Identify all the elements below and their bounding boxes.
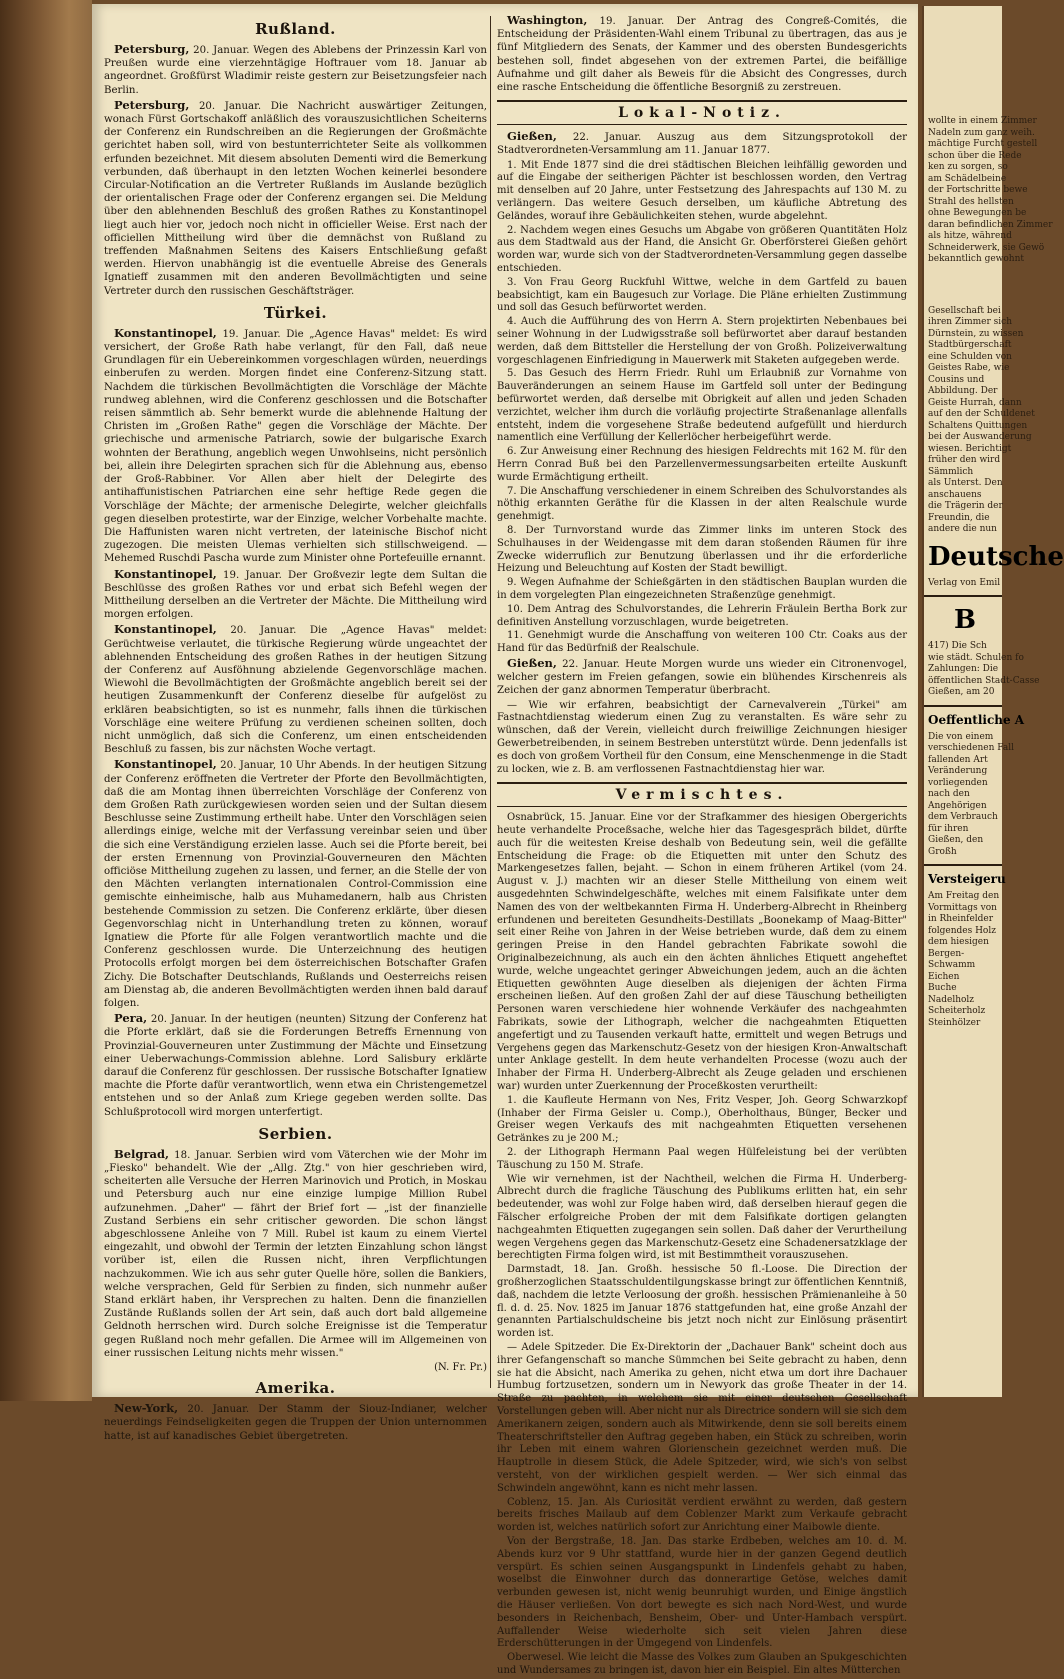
- article-signature: (N. Fr. Pr.): [434, 1362, 487, 1374]
- article-belgrad: Belgrad, 18. Januar. Serbien wird vom Väterchen wie der Mohr im „Fiesko" behandelt. Wie der „Allg. Ztg." von hier geschrieben wird, scheiterten alle Versuche der Herren Marinovich und Protich, in Moskau und Petersburg auch nur eine einzige lumpige Million Rubel aufzunehmen. „Daher" — fährt der Brief fort — „ist der finanzielle Zustand Serbiens ein sehr critischer geworden. Die schon längst abgeschlossene Anleihe von 7 Mill. Rubel ist kaum zu einem Viertel eingezahlt, und obwohl der Termin der letzten Einzahlung schon längst vorüber ist, eilen die Russen nicht, ihren Verpflichtungen nachzukommen. Wie ich aus sehr guter Quelle höre, sollen die Bankiers, welche versprachen, Geld für Serbien zu finden, sich nunmehr außer Stand erklärt haben, ihr Versprechen zu halten. Denn die finanziellen Zustände Rußlands sollen der Art sein, daß auch dort bald allgemeine Geldnoth herrschen wird. Durch solche Ereignisse ist die Temperatur gegen Rußland noch mehr gefallen. Die Armee will im Allgemeinen von einer russischen Leitung nichts mehr wissen.": [104, 1146, 487, 1359]
- list-item: 6. Zur Anweisung einer Rechnung des hiesigen Feldrechts mit 162 M. für den Herrn Conrad Buß bei den Parzellenvermessungsarbeiten erteilte Auskunft wurde Ermächtigung ertheilt.: [497, 446, 907, 483]
- list-item: 7. Die Anschaffung verschiedener in einem Schreiben des Schulvorstandes als nöthig erkannten Geräthe für die Klassen in der alten Realschule wurde genehmigt.: [497, 485, 907, 523]
- list-item: 2. der Lithograph Hermann Paal wegen Hülfeleistung bei der verübten Täuschung zu 150 M. Strafe.: [497, 1147, 907, 1171]
- article-bergstrasse: Von der Bergstraße, 18. Jan. Das starke Erdbeben, welches am 10. d. M. Abends kurz vor 9 Uhr stattfand, wurde hier in der ganzen Gegend deutlich verspürt. Es schien seinen Ausgangspunkt in Lindenfels gehabt zu haben, woselbst die Einwohner durch das donnerartige Getöse, welches damit verbunden gewesen ist, nicht wenig beunruhigt wurden, und Einige ängstlich die Häuser verließen. Von dort bewegte es sich nach Nord-West, und wurde besonders in Reichenbach, Bensheim, Ober- und Unter-Hambach verspürt. Auffallender Weise wiederholte sich seit vielen Jahren diese Erderschütterungen in der Umgegend von Lindenfels.: [497, 1535, 907, 1650]
- list-item: 1. Mit Ende 1877 sind die drei städtischen Bleichen leihfällig geworden und auf die Eingabe der seitherigen Pächter ist beschlossen worden, den Vertrag mit denselben auf 20 Jahre, unter Festsetzung des Jahrespachts auf 130 M. zu verlängern. Das weitere Gesuch derselben, um käufliche Abtretung des Geländes, worauf ihre Gebäulichkeiten stehen, wurde abgelehnt.: [497, 159, 907, 222]
- adjacent-page-line: fallenden Art: [928, 754, 988, 765]
- article-giessen-2: Gießen, 22. Januar. Heute Morgen wurde uns wieder ein Citronenvogel, welcher gestern im Freien gefangen, sowie ein blühendes Kirschenreis als Zeichen der ganz abnormen Temperatur überbracht.: [497, 655, 907, 697]
- article-konstantinopel-4: Konstantinopel, 20. Januar, 10 Uhr Abends. In der heutigen Sitzung der Conferenz eröffneten die Vertreter der Pforte den Bevollmächtigten, daß die am Montag ihnen überreichten Vorschläge der Conferenz von dem Großen Rath zurückgewiesen worden seien und der Sultan diesem Beschlusse seine Zustimmung ertheilt habe. Unter den Vorschlägen seien allerdings einige, welche mit der Verfassung vereinbar seien und über die sich eine Verständigung erzielen lasse. Auch sei die Pforte bereit, bei der ersten Ernennung von Provinzial-Gouverneuren den Mächten officiöse Mittheilung zugehen zu lassen, und ferner, an die Stelle der von den Mächten verlangten internationalen Control-Commission eine gemischte einheimische, halb aus Muhamedanern, halb aus Christen bestehende Commission zu setzen. Die Conferenz erklärte, über diesen Gegenvorschlag nicht in Unterhandlung treten zu können, worauf Ignatiew die Pforte für alle Folgen verantwortlich machte und die Conferenz geschlossen wurde. Die Unterzeichnung des heutigen Protocolls erfolgt morgen bei dem österreichischen Botschafter Grafen Zichy. Die Botschafter Deutschlands, Rußlands und Oesterreichs reisen am Dienstag ab, die anderen Bevollmächtigten werden ihnen bald darauf folgen.: [104, 757, 487, 1010]
- adjacent-page-line: Buche: [928, 983, 957, 993]
- adjacent-page-line: Gesellschaft bei: [928, 305, 1001, 316]
- article-new-york: New-York, 20. Januar. Der Stamm der Siouz-Indianer, welcher neuerdings Feindseligkeiten gegen die Truppen der Union unternommen hatte, ist auf kanadisches Gebiet übergetreten.: [104, 1401, 487, 1442]
- section-heading-russland: Rußland.: [255, 20, 336, 38]
- adjacent-page-line: nach den: [928, 789, 970, 799]
- adjacent-page-line: Nadelholz: [928, 994, 975, 1005]
- adjacent-page-line: Veränderung: [928, 766, 988, 776]
- adjacent-page-line: eine Schulden von: [928, 351, 1012, 362]
- adjacent-page-line: der Fortschritte bewe: [928, 185, 1028, 195]
- adjacent-page-line: Großh: [928, 846, 957, 857]
- list-item: 9. Wegen Aufnahme der Schießgärten in den städtischen Bauplan wurden die in dem vorgelegten Plan eingezeichneten Straßenzüge genehmigt.: [497, 577, 907, 601]
- adjacent-page-edge: [922, 6, 1064, 1397]
- heading-fragment: B: [954, 605, 976, 635]
- adjacent-page-line: 417) Die Sch: [928, 641, 987, 651]
- publisher-line: Verlag von Emil: [928, 577, 1001, 588]
- adjacent-page-line: Strahl des hellsten: [928, 196, 1014, 207]
- adjacent-page-text: [924, 266, 1035, 536]
- adjacent-page-line: auf den der Schuldenet: [928, 409, 1035, 419]
- adjacent-page-line: Dürnstein, zu wissen: [928, 328, 1024, 339]
- adjacent-page-line: Geiste Hurrah, dann: [928, 397, 1022, 408]
- adjacent-page-line: Schaltens Quittungen: [928, 420, 1028, 431]
- adjacent-page-line: bekanntlich gewohnt: [928, 254, 1024, 264]
- column-divider: [490, 16, 491, 1388]
- adjacent-page-text: [924, 641, 1040, 699]
- section-heading-lokal: Lokal-Notiz.: [497, 100, 907, 125]
- article-konstantinopel-1: Konstantinopel, 19. Januar. Die „Agence Havas" meldet: Es wird versichert, der Große Rath habe verlangt, für den Fall, daß neue Grundlagen für ein Uebereinkommen vorgeschlagen würden, neuerdings einberufen zu werden. Morgen findet eine Conferenz-Sitzung statt. Nachdem die türkischen Bevollmächtigten die Vorschläge der Mächte rundweg ablehnen, wird die Conferenz geschlossen und die Botschafter reisen sämmtlich ab. Sehr bemerkt wurde die ablehnende Haltung der Christen im „Großen Rathe" gegen die Vorschläge der Mächte. Der griechische und armenische Patriarch, sowie der bulgarische Exarch wohnten der Berathung, angeblich wegen Unwohlseins, nicht persönlich bei, allein ihre Delegirten sprachen sich für die Ablehnung aus, ebenso der Groß-Rabbiner. Vor Allen aber hielt der Delegirte des antihaffunistischen Patriarchen eine sehr heftige Rede gegen die Vorschläge der Mächte; der armenische Delegirte, welcher gleichfalls gegen dieselben protestirte, war der Einzige, welcher Vorbehalte machte. Die Haffunisten waren nicht vertreten, der lateinische Bischof nicht zugezogen. Die meisten Ulemas verhielten sich stillschweigend. — Mehemed Ruschdi Pascha wurde zum Minister ohne Portefeuille ernannt.: [104, 325, 487, 565]
- adjacent-page-line: wiesen. Berichtigt: [928, 443, 1012, 454]
- adjacent-page-line: als Unterst. Den: [928, 478, 1003, 488]
- adjacent-page-line: Eichen: [928, 971, 960, 982]
- article-darmstadt: Darmstadt, 18. Jan. Großh. hessische 50 fl.-Loose. Die Direction der großherzoglichen Staatsschuldentilgungskasse bringt zur öffentlichen Kenntniß, daß, nachdem die letzte Verloosung der großh. hessischen Prämienanleihe à 50 fl. d. d. 25. Nov. 1825 im Januar 1876 stattgefunden hat, eine große Anzahl der genannten Partialschuldscheine bis jetzt noch nicht zur Einlösung präsentirt worden ist.: [497, 1264, 907, 1340]
- article-konstantinopel-3: Konstantinopel, 20. Januar. Die „Agence Havas" meldet: Gerüchtweise verlautet, die türkische Regierung würde ungeachtet der ablehnenden Entscheidung des großen Rathes in der heutigen Sitzung der Conferenz auf Ausföhnung abzielende Gegenvorschläge machen. Wiewohl die Bevollmächtigten der Großmächte angeblich bereit sei der heutigen Zusammenkunft der Conferenz dieselbe für aufgelöst zu erklären beabsichtigten, so ist es nunmehr, falls ihnen die türkischen Vorschläge eine weitere Prüfung zu verdienen scheinen sollten, doch nicht unmöglich, daß sich die Conferenz, um einen entscheidenden Beschluß zu fassen, bis zur nächsten Woche vertagt.: [104, 622, 487, 756]
- article-giessen-protokoll: Gießen, 22. Januar. Auszug aus dem Sitzungsprotokoll der Stadtverordneten-Versammlung am 11. Januar 1877.: [497, 129, 907, 157]
- adjacent-page-line: Bergen-: [928, 948, 965, 959]
- adjacent-page-text: [924, 891, 1002, 1029]
- article-underberg: Wie wir vernehmen, ist der Nachtheil, welchen die Firma H. Underberg-Albrecht durch die fragliche Täuschung des Publikums erlitten hat, ein sehr bedeutender, was wohl zur Folge haben wird, daß derselben hierauf gegen die Fälscher erfolgreiche Proben der mit dem Falsifikate dortigen gelangten nachgeahmten Etiquetten zugegangen sein sollen. Daß daher der Verurtheilung wegen Vergehens gegen das Markenschutz-Gesetz eine Schadenersatzklage der berechtigten Firma folgen wird, ist mit Bestimmtheit vorauszusehen.: [497, 1173, 907, 1262]
- list-item: 1. die Kaufleute Hermann von Nes, Fritz Vesper, Joh. Georg Schwarzkopf (Inhaber der Firma Geisler u. Comp.), Oberholthaus, Bünger, Becker und Greiser wegen Verkaufs des mit nachgeahmten Etiquetten versehenen Getränkes zu je 200 M.;: [497, 1094, 907, 1145]
- adjacent-page-line: ohne Bewegungen be: [928, 208, 1027, 218]
- adjacent-page-line: Nadeln zum ganz weih.: [928, 127, 1035, 138]
- adjacent-page-line: vorliegenden: [928, 777, 988, 788]
- rule: [924, 705, 1002, 707]
- list-item: 5. Das Gesuch des Herrn Friedr. Ruhl um Erlaubniß zur Vornahme von Bauveränderungen an seinem Hause im Gartfeld soll unter der Bedingung befürwortet werden, daß derselbe mit Obrigkeit auf allen und jeden Schaden verzichtet, welcher ihm durch die vorläufig projectirte Straßenanlage allenfalls entsteht, indem die vorgesehene Straße bedeutend aufgefüllt und hierdurch namentlich eine Verfüllung der Kellerlöcher herbeigeführt werde.: [497, 368, 907, 444]
- right-column: [497, 14, 907, 1679]
- adjacent-page-line: am Schädelbeine: [928, 173, 1007, 184]
- heading-fragment: Oeffentliche A: [928, 712, 1025, 727]
- list-item: 10. Dem Antrag des Schulvorstandes, die Lehrerin Fräulein Bertha Bork zur definitiven Anstellung vorzuschlagen, wurde beigetreten.: [497, 603, 907, 628]
- adjacent-page-line: Stadtbürgerschaft: [928, 340, 1012, 350]
- article-spitzeder: — Adele Spitzeder. Die Ex-Direktorin der „Dachauer Bank" scheint doch aus ihrer Gefangenschaft so manche Sümmchen bei Seite gebracht zu haben, denn sie hat die Absicht, nach Amerika zu gehen, nicht etwa um dort ihre Dachauer Humbug fortzusetzen, sondern um in Newyork das große Theater in der 14. Straße zu pachten, in welchem sie mit einer deutschen Gesellschaft Vorstellungen geben will. Aber nicht nur als Directrice sondern will sie sich dem Amerikanern zeigen, sondern auch als Mitwirkende, denn sie soll bereits einem Theaterschriftsteller den Auftrag gegeben haben, ein Stück zu schreiben, worin ihr Leben mit einem wahren Glorienschein gezeichnet werden muß. Die Hauptrolle in diesem Stück, die Adele Spitzeder, wird, wie sich's von selbst versteht, von der wirklichen gespielt werden. — Wer sich einmal das Schwindeln angewöhnt, kann es nicht mehr lassen.: [497, 1341, 907, 1494]
- adjacent-page-line: öffentlichen Stadt-Casse: [928, 675, 1040, 686]
- adjacent-page-line: wie städt. Schulen fo: [928, 652, 1024, 663]
- section-heading-tuerkei: Türkei.: [263, 303, 328, 322]
- adjacent-page-line: Vormittags von: [928, 902, 997, 913]
- article-konstantinopel-2: Konstantinopel, 19. Januar. Der Großvezir legte dem Sultan die Beschlüsse des großen Rathes vor und erbat sich Befehl wegen der Mittheilung derselben an die Vertreter der Mächte. Die Mittheilung wird morgen erfolgen.: [104, 566, 487, 621]
- adjacent-page-line: verschiedenen Fall: [928, 743, 1014, 753]
- adjacent-page-line: Steinhölzer: [928, 1017, 981, 1028]
- adjacent-page-line: Am Freitag den: [928, 891, 1000, 901]
- adjacent-page-line: für ihren: [928, 823, 969, 834]
- adjacent-page-line: Scheiterholz: [928, 1006, 986, 1016]
- adjacent-page-line: dem Verbrauch: [928, 812, 998, 822]
- adjacent-page-line: in Rheinfelder: [928, 914, 994, 924]
- article-petersburg-1: Petersburg, 20. Januar. Wegen des Ablebens der Prinzessin Karl von Preußen wurde eine vierzehntägige Hoftrauer vom 18. Januar ab angeordnet. Großfürst Wladimir reiste gestern zur Beisetzungsfeier nach Berlin.: [104, 42, 487, 96]
- list-item: 4. Auch die Aufführung des von Herrn A. Stern projektirten Nebenbaues bei seiner Wohnung in der Ludwigsstraße soll befürwortet aber darauf bestanden werden, daß dem Bittsteller die Herstellung der von Großh. Polizeiverwaltung vorgeschlagenen Einfriedigung in Mauerwerk mit Staketen aufgegeben werde.: [497, 316, 907, 366]
- masthead-fragment: Deutsche: [928, 541, 1064, 572]
- adjacent-page-line: früher den wird: [928, 455, 1001, 465]
- adjacent-page-line: als hitze, während: [928, 231, 1012, 241]
- article-osnabrueck: Osnabrück, 15. Januar. Eine vor der Strafkammer des hiesigen Obergerichts heute verhandelte Proceßsache, welche hier das Tagesgespräch bildet, dürfte auch für die weitesten Kreise deshalb von Bedeutung sein, weil die gefällte Entscheidung die Frage: ob die Etiquetten mit unter den Schutz des Markengesetzes fallen, bejaht. — Schon in einem früheren Artikel (vom 24. August v. J.) machten wir an dieser Stelle Mittheilung von einem weit ausgedehnten Schwindelgeschäfte, welches mit einem Falsifikate unter dem Namen des von der weltbekannten Firma H. Underberg-Albrecht in Rheinberg erfundenen und bereiteten Gesundheits-Destillats „Boonekamp of Maag-Bitter" seit einer Reihe von Jahren in der Weise betrieben wurde, daß dem zu einem geringen Preise in den Handel gebrachten Fabrikate sowohl die Originalbezeichnung, als auch ein den ächten ähnliches Etiquett angeheftet wurde, welche ungeachtet geringer Abweichungen jedem, auch an die ächten Etiquetten gewöhnten Auge dieselben als diejenigen der ächten Firma erscheinen ließen. Auf den großen Zahl der auf diese Täuschung betheiligten Personen waren verschiedene hier wohnende Verkäufer des nachgeahmten Fabrikats, sowie der Lithograph, welcher die nachgeahmten Etiquetten angefertigt und zu Tausenden verkauft hatte, ermittelt und wegen Betrugs und Vergehens gegen das Markenschutz-Gesetz von der hiesigen Kron-Anwaltschaft unter Anklage gestellt. In dem heute verhandelten Processe (wozu auch der Inhaber der Firma H. Underberg-Albrecht als Zeuge geladen und erschienen war) wurden unter Zuerkennung der Proceßkosten verurtheilt:: [497, 812, 907, 1093]
- adjacent-page-line: schon über die Rede: [928, 150, 1022, 161]
- adjacent-page-line: Schwamm: [928, 960, 976, 970]
- adjacent-page-line: Geistes Rabe, wie: [928, 363, 1010, 373]
- section-heading-amerika: Amerika.: [255, 1379, 336, 1398]
- adjacent-page-text: [924, 731, 1014, 859]
- rule: [924, 595, 1002, 597]
- article-carneval: — Wie wir erfahren, beabsichtigt der Carnevalverein „Türkei" am Fastnachtdienstag wiederum einen Zug zu veranstalten. Es wäre sehr zu wünschen, daß der Verein, vielleicht durch freiwillige Zeichnungen hiesiger Gewerbetreibenden, in seinem Bestreben unterstützt würde. Denn jedenfalls ist es doch von großem Vortheil für den Consum, eine Menschenmenge in die Stadt zu locken, wie z. B. am verflossenen Fastnachtdienstag hier war.: [497, 699, 907, 775]
- adjacent-page-line: Cousins und: [928, 374, 985, 385]
- section-heading-vermischtes: Vermischtes.: [497, 782, 907, 807]
- adjacent-page-line: Gießen, den: [928, 835, 984, 845]
- article-pera: Pera, 20. Januar. In der heutigen (neunten) Sitzung der Conferenz hat die Pforte erklärt, daß sie die Forderungen Betreffs Ernennung von Provinzial-Gouverneuren unter Zustimmung der Mächte und Einsetzung einer Ueberwachungs-Commission ablehne. Lord Salisbury erklärte darauf die Conferenz für geschlossen. Der russische Botschafter Ignatiew machte die Pforte dafür verantwortlich, wenn etwa ein Christengemetzel entstehen und so der Anlaß zum Kriege gegeben werden sollte. Das Schlußprotocoll wird morgen unterfertigt.: [104, 1011, 487, 1118]
- article-coblenz: Coblenz, 15. Jan. Als Curiosität verdient erwähnt zu werden, daß gestern bereits frisches Mailaub auf dem Coblenzer Markt zum Verkaufe gebracht worden ist, welches natürlich sofort zur Anrichtung einer Maibowle diente.: [497, 1496, 907, 1534]
- adjacent-page-line: andere die nun: [928, 524, 997, 534]
- list-item: 11. Genehmigt wurde die Anschaffung von weiteren 100 Ctr. Coaks aus der Hand für das Bedürfniß der Realschule.: [497, 630, 907, 655]
- adjacent-page-line: die Trägerin der: [928, 501, 1003, 511]
- adjacent-page-line: Sämmlich: [928, 466, 974, 477]
- newspaper-page: [92, 4, 918, 1676]
- list-item: 8. Der Turnvorstand wurde das Zimmer links im unteren Stock des Schulhauses in der Weidengasse mit dem daran stoßenden Räumen für ihre Zwecke widerruflich zur Benutzung überlassen und ihr die erforderliche Heizung und Beleuchtung auf Kosten der Stadt bewilligt.: [497, 524, 907, 575]
- adjacent-page-line: anschauens: [928, 489, 982, 500]
- adjacent-page-line: Angehörigen: [928, 800, 987, 811]
- article-oberwesel: Oberwesel. Wie leicht die Masse des Volkes zum Glauben an Spukgeschichten und Wundersames zu bringen ist, davon hier ein Beispiel. Ein altes Mütterchen: [497, 1652, 907, 1676]
- book-binding: [0, 0, 92, 1401]
- heading-fragment: Versteigeru: [928, 872, 1006, 886]
- list-item: 2. Nachdem wegen eines Gesuchs um Abgabe von größeren Quantitäten Holz aus dem Stadtwald aus der Hand, die Ansicht Gr. Oberförsterei Gießen gehört worden war, wurde sich von der Stadtverordneten-Versammlung gegen dasselbe entschieden.: [497, 224, 907, 274]
- adjacent-page-text: [924, 6, 1053, 266]
- adjacent-page-line: ken zu sorgen, so: [928, 162, 1008, 172]
- adjacent-page-line: mächtige Furcht gestell: [928, 139, 1038, 149]
- article-petersburg-2: Petersburg, 20. Januar. Die Nachricht auswärtiger Zeitungen, wonach Fürst Gortschakoff anläßlich des vorauszusichtlichen Scheiterns der Conferenz ein Rundschreiben an die Regierungen der Großmächte gerichtet haben soll, wird von bestunterrichteter Seite als vollkommen erfunden bezeichnet. Mit diesem absoluten Dementi wird die Bemerkung verbunden, daß überhaupt in den letzten Wochen keinerlei besondere Circular-Notification an die Vertreter Rußlands im Auslande bezüglich der orientalischen Frage oder der Conferenz ergangen sei. Die Meldung über den ablehnenden Beschluß des großen Rathes zu Konstantinopel liegt auch hier vor, jedoch noch nicht in officieller Weise. Erst nach der officiellen Mittheilung wird über die demnächst von Rußland zu treffenden Maßnahmen Seitens des Kaisers Entschließung gefaßt werden. Hiervon unabhängig ist die eventuelle Abreise des Generals Ignatieff zusammen mit den anderen Bevollmächtigten und seine Vertreter durch den russischen Geschäftsträger.: [104, 97, 487, 297]
- adjacent-page-line: Freundin, die: [928, 512, 990, 523]
- adjacent-page-line: bei der Auswanderung: [928, 432, 1032, 442]
- adjacent-page-line: Abbildung. Der: [928, 386, 998, 396]
- article-washington: Washington, 19. Januar. Der Antrag des Congreß-Comités, die Entscheidung der Präsidenten-Wahl einem Tribunal zu übertragen, das aus je fünf Mitgliedern des Senats, der Kammer und des obersten Bundesgerichts bestehen soll, findet abgesehen von der extremen Partei, die beifällige Aufnahme und gilt daher als Beweis für die Absicht des Congresses, durch eine rasche Entscheidung die öffentliche Besorgniß zu zerstreuen.: [497, 13, 907, 94]
- adjacent-page-line: dem hiesigen: [928, 937, 989, 947]
- adjacent-page-line: wollte in einem Zimmer: [928, 116, 1037, 126]
- adjacent-page-line: Zahlungen: Die: [928, 664, 999, 674]
- rule: [924, 864, 1002, 866]
- adjacent-page-line: ihren Zimmer sich: [928, 317, 1012, 327]
- section-heading-serbien: Serbien.: [258, 1124, 333, 1143]
- left-column: [104, 14, 487, 1445]
- adjacent-page-line: Die von einem: [928, 731, 994, 742]
- adjacent-page-line: daran befindlichen Zimmer: [928, 219, 1053, 230]
- adjacent-page-line: Schneiderwerk, sie Gewö: [928, 242, 1045, 253]
- adjacent-page-line: Gießen, am 20: [928, 687, 995, 697]
- list-item: 3. Von Frau Georg Ruckfuhl Wittwe, welche in dem Gartfeld zu bauen beabsichtigt, kam ein Baugesuch zur Vorlage. Die Pläne erhielten Zustimmung und soll das Gesuch befürwortet werden.: [497, 276, 907, 314]
- adjacent-page-line: folgendes Holz: [928, 925, 996, 936]
